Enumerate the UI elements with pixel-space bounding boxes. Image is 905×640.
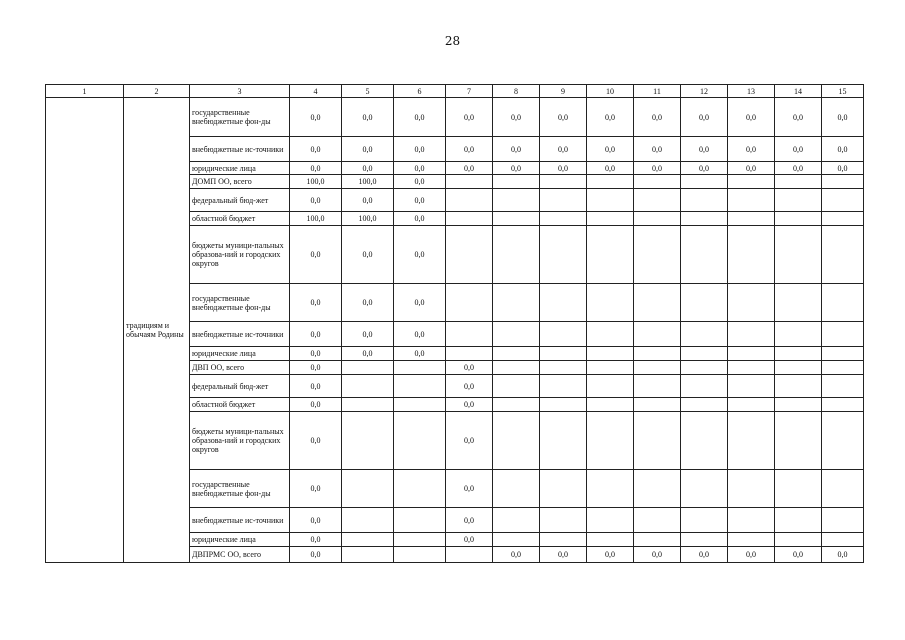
value-cell xyxy=(775,284,822,322)
value-cell: 0,0 xyxy=(446,508,493,533)
value-cell xyxy=(728,347,775,361)
value-cell xyxy=(775,508,822,533)
value-cell xyxy=(681,375,728,398)
value-cell: 0,0 xyxy=(394,347,446,361)
value-cell xyxy=(493,412,540,470)
column-header-14: 14 xyxy=(775,85,822,98)
value-cell xyxy=(681,412,728,470)
value-cell: 0,0 xyxy=(587,162,634,175)
value-cell xyxy=(587,212,634,226)
value-cell xyxy=(681,189,728,212)
value-cell: 0,0 xyxy=(290,375,342,398)
value-cell xyxy=(540,226,587,284)
value-cell: 0,0 xyxy=(728,547,775,563)
value-cell: 0,0 xyxy=(342,98,394,137)
column-header-11: 11 xyxy=(634,85,681,98)
value-cell xyxy=(540,322,587,347)
value-cell xyxy=(540,375,587,398)
value-cell xyxy=(540,361,587,375)
value-cell: 0,0 xyxy=(540,547,587,563)
row-label: областной бюджет xyxy=(190,398,290,412)
value-cell: 0,0 xyxy=(394,137,446,162)
value-cell xyxy=(342,508,394,533)
value-cell xyxy=(775,375,822,398)
value-cell xyxy=(681,175,728,189)
value-cell xyxy=(493,347,540,361)
value-cell xyxy=(587,398,634,412)
column-header-3: 3 xyxy=(190,85,290,98)
value-cell xyxy=(681,361,728,375)
column-header-9: 9 xyxy=(540,85,587,98)
value-cell: 0,0 xyxy=(540,162,587,175)
value-cell: 0,0 xyxy=(681,137,728,162)
value-cell: 0,0 xyxy=(681,547,728,563)
value-cell: 0,0 xyxy=(342,284,394,322)
row-label: областной бюджет xyxy=(190,212,290,226)
value-cell: 0,0 xyxy=(290,284,342,322)
value-cell xyxy=(681,508,728,533)
value-cell xyxy=(634,226,681,284)
value-cell xyxy=(775,470,822,508)
value-cell: 0,0 xyxy=(446,412,493,470)
value-cell xyxy=(587,533,634,547)
value-cell xyxy=(493,189,540,212)
value-cell: 0,0 xyxy=(681,98,728,137)
value-cell xyxy=(822,175,864,189)
row-label: государственные внебюджетные фон-ды xyxy=(190,98,290,137)
page-number: 28 xyxy=(444,34,461,48)
value-cell xyxy=(394,412,446,470)
value-cell xyxy=(728,470,775,508)
value-cell xyxy=(681,347,728,361)
value-cell: 0,0 xyxy=(493,547,540,563)
value-cell xyxy=(446,212,493,226)
row-label: бюджеты муници-пальных образова-ний и городских округов xyxy=(190,412,290,470)
value-cell xyxy=(728,412,775,470)
value-cell xyxy=(587,347,634,361)
value-cell xyxy=(394,361,446,375)
value-cell xyxy=(540,470,587,508)
column-header-12: 12 xyxy=(681,85,728,98)
value-cell xyxy=(540,412,587,470)
budget-table xyxy=(45,84,864,563)
value-cell xyxy=(587,226,634,284)
value-cell xyxy=(728,284,775,322)
value-cell: 0,0 xyxy=(290,162,342,175)
column-header-15: 15 xyxy=(822,85,864,98)
row-label: бюджеты муници-пальных образова-ний и городских округов xyxy=(190,226,290,284)
value-cell xyxy=(634,533,681,547)
value-cell: 0,0 xyxy=(342,226,394,284)
value-cell xyxy=(587,322,634,347)
value-cell xyxy=(493,212,540,226)
value-cell xyxy=(587,508,634,533)
value-cell xyxy=(587,189,634,212)
value-cell xyxy=(822,375,864,398)
value-cell xyxy=(587,361,634,375)
header-row xyxy=(46,85,864,98)
value-cell xyxy=(394,508,446,533)
value-cell xyxy=(493,226,540,284)
row-label: юридические лица xyxy=(190,347,290,361)
value-cell: 0,0 xyxy=(446,98,493,137)
value-cell: 0,0 xyxy=(290,412,342,470)
value-cell xyxy=(775,189,822,212)
column-header-7: 7 xyxy=(446,85,493,98)
value-cell xyxy=(822,226,864,284)
value-cell: 0,0 xyxy=(634,137,681,162)
column-header-2: 2 xyxy=(124,85,190,98)
column-header-1: 1 xyxy=(46,85,124,98)
value-cell: 0,0 xyxy=(446,470,493,508)
value-cell xyxy=(540,212,587,226)
row-label: федеральный бюд-жет xyxy=(190,375,290,398)
value-cell: 0,0 xyxy=(446,162,493,175)
value-cell xyxy=(493,398,540,412)
value-cell xyxy=(634,375,681,398)
value-cell xyxy=(634,175,681,189)
value-cell xyxy=(681,398,728,412)
value-cell: 0,0 xyxy=(775,98,822,137)
value-cell: 0,0 xyxy=(728,162,775,175)
value-cell xyxy=(493,533,540,547)
value-cell: 0,0 xyxy=(342,347,394,361)
value-cell xyxy=(822,189,864,212)
value-cell xyxy=(775,361,822,375)
value-cell xyxy=(822,398,864,412)
value-cell: 0,0 xyxy=(446,375,493,398)
value-cell: 0,0 xyxy=(394,226,446,284)
column-header-10: 10 xyxy=(587,85,634,98)
value-cell: 100,0 xyxy=(290,175,342,189)
value-cell xyxy=(540,508,587,533)
value-cell: 100,0 xyxy=(342,175,394,189)
value-cell: 0,0 xyxy=(290,508,342,533)
value-cell xyxy=(540,175,587,189)
value-cell xyxy=(822,508,864,533)
value-cell xyxy=(394,375,446,398)
value-cell: 0,0 xyxy=(634,162,681,175)
value-cell xyxy=(587,412,634,470)
value-cell: 0,0 xyxy=(290,398,342,412)
row-label: юридические лица xyxy=(190,533,290,547)
value-cell xyxy=(728,212,775,226)
value-cell xyxy=(822,470,864,508)
value-cell xyxy=(681,212,728,226)
value-cell: 0,0 xyxy=(290,361,342,375)
value-cell xyxy=(446,189,493,212)
value-cell xyxy=(493,175,540,189)
row-label: ДВПРМС ОО, всего xyxy=(190,547,290,563)
value-cell xyxy=(728,322,775,347)
value-cell xyxy=(728,398,775,412)
number-cell xyxy=(46,98,124,563)
value-cell xyxy=(446,284,493,322)
value-cell xyxy=(446,226,493,284)
value-cell: 0,0 xyxy=(394,98,446,137)
value-cell: 0,0 xyxy=(342,189,394,212)
value-cell: 0,0 xyxy=(493,98,540,137)
value-cell xyxy=(681,533,728,547)
row-label: внебюджетные ис-точники xyxy=(190,137,290,162)
value-cell: 0,0 xyxy=(728,137,775,162)
value-cell xyxy=(394,547,446,563)
column-header-13: 13 xyxy=(728,85,775,98)
value-cell xyxy=(822,533,864,547)
value-cell xyxy=(728,375,775,398)
value-cell: 0,0 xyxy=(822,98,864,137)
value-cell xyxy=(540,398,587,412)
value-cell: 0,0 xyxy=(394,284,446,322)
value-cell xyxy=(446,547,493,563)
value-cell xyxy=(587,175,634,189)
value-cell: 0,0 xyxy=(634,98,681,137)
value-cell xyxy=(775,533,822,547)
value-cell xyxy=(822,212,864,226)
table-row xyxy=(46,98,864,137)
value-cell xyxy=(634,212,681,226)
value-cell: 0,0 xyxy=(394,212,446,226)
value-cell xyxy=(493,361,540,375)
value-cell xyxy=(493,470,540,508)
value-cell xyxy=(394,470,446,508)
value-cell: 100,0 xyxy=(290,212,342,226)
value-cell xyxy=(587,470,634,508)
value-cell: 0,0 xyxy=(681,162,728,175)
row-label: ДОМП ОО, всего xyxy=(190,175,290,189)
value-cell xyxy=(728,189,775,212)
value-cell xyxy=(394,398,446,412)
value-cell xyxy=(728,533,775,547)
value-cell: 0,0 xyxy=(342,322,394,347)
section-label: традициям и обычаям Родины xyxy=(124,98,190,563)
value-cell xyxy=(728,508,775,533)
value-cell xyxy=(634,361,681,375)
value-cell xyxy=(540,189,587,212)
value-cell xyxy=(822,412,864,470)
value-cell xyxy=(587,375,634,398)
value-cell xyxy=(634,508,681,533)
value-cell: 0,0 xyxy=(446,533,493,547)
row-label: юридические лица xyxy=(190,162,290,175)
value-cell: 0,0 xyxy=(822,137,864,162)
value-cell: 0,0 xyxy=(822,547,864,563)
value-cell xyxy=(446,175,493,189)
value-cell: 0,0 xyxy=(290,347,342,361)
value-cell xyxy=(540,284,587,322)
value-cell xyxy=(493,284,540,322)
value-cell: 0,0 xyxy=(634,547,681,563)
value-cell: 0,0 xyxy=(728,98,775,137)
row-label: ДВП ОО, всего xyxy=(190,361,290,375)
value-cell: 0,0 xyxy=(290,189,342,212)
value-cell xyxy=(681,284,728,322)
value-cell: 0,0 xyxy=(446,398,493,412)
value-cell xyxy=(775,226,822,284)
value-cell xyxy=(634,347,681,361)
value-cell xyxy=(634,284,681,322)
value-cell xyxy=(728,226,775,284)
value-cell: 0,0 xyxy=(290,470,342,508)
value-cell xyxy=(728,175,775,189)
value-cell: 0,0 xyxy=(394,162,446,175)
value-cell: 0,0 xyxy=(822,162,864,175)
value-cell: 0,0 xyxy=(394,175,446,189)
value-cell: 0,0 xyxy=(775,137,822,162)
value-cell xyxy=(342,547,394,563)
value-cell xyxy=(634,398,681,412)
row-label: внебюджетные ис-точники xyxy=(190,322,290,347)
value-cell xyxy=(775,212,822,226)
value-cell xyxy=(775,398,822,412)
column-header-5: 5 xyxy=(342,85,394,98)
value-cell: 0,0 xyxy=(342,162,394,175)
value-cell: 0,0 xyxy=(540,98,587,137)
row-label: федеральный бюд-жет xyxy=(190,189,290,212)
value-cell xyxy=(634,412,681,470)
value-cell xyxy=(681,322,728,347)
value-cell: 100,0 xyxy=(342,212,394,226)
value-cell xyxy=(493,322,540,347)
value-cell xyxy=(493,375,540,398)
value-cell xyxy=(446,322,493,347)
value-cell: 0,0 xyxy=(394,322,446,347)
value-cell xyxy=(822,322,864,347)
value-cell xyxy=(342,375,394,398)
value-cell: 0,0 xyxy=(290,547,342,563)
value-cell xyxy=(634,470,681,508)
value-cell xyxy=(822,361,864,375)
value-cell xyxy=(446,347,493,361)
value-cell xyxy=(342,412,394,470)
value-cell: 0,0 xyxy=(493,137,540,162)
value-cell xyxy=(775,412,822,470)
value-cell: 0,0 xyxy=(540,137,587,162)
value-cell xyxy=(587,284,634,322)
value-cell xyxy=(728,361,775,375)
row-label: внебюджетные ис-точники xyxy=(190,508,290,533)
value-cell: 0,0 xyxy=(394,189,446,212)
value-cell: 0,0 xyxy=(587,137,634,162)
value-cell: 0,0 xyxy=(493,162,540,175)
value-cell xyxy=(342,533,394,547)
value-cell xyxy=(634,322,681,347)
value-cell: 0,0 xyxy=(290,226,342,284)
value-cell xyxy=(342,398,394,412)
value-cell: 0,0 xyxy=(290,98,342,137)
column-header-8: 8 xyxy=(493,85,540,98)
value-cell xyxy=(493,508,540,533)
value-cell xyxy=(634,189,681,212)
value-cell xyxy=(822,284,864,322)
column-header-4: 4 xyxy=(290,85,342,98)
value-cell: 0,0 xyxy=(775,162,822,175)
value-cell xyxy=(681,470,728,508)
value-cell xyxy=(342,361,394,375)
row-label: государственные внебюджетные фон-ды xyxy=(190,470,290,508)
row-label: государственные внебюджетные фон-ды xyxy=(190,284,290,322)
value-cell xyxy=(822,347,864,361)
value-cell: 0,0 xyxy=(446,361,493,375)
value-cell xyxy=(775,175,822,189)
value-cell: 0,0 xyxy=(290,322,342,347)
value-cell xyxy=(394,533,446,547)
value-cell xyxy=(681,226,728,284)
value-cell xyxy=(775,322,822,347)
value-cell: 0,0 xyxy=(446,137,493,162)
value-cell: 0,0 xyxy=(775,547,822,563)
value-cell: 0,0 xyxy=(587,98,634,137)
table-body xyxy=(46,98,864,563)
value-cell xyxy=(342,470,394,508)
value-cell: 0,0 xyxy=(290,137,342,162)
value-cell xyxy=(540,533,587,547)
value-cell: 0,0 xyxy=(587,547,634,563)
value-cell xyxy=(775,347,822,361)
value-cell: 0,0 xyxy=(342,137,394,162)
value-cell: 0,0 xyxy=(290,533,342,547)
value-cell xyxy=(540,347,587,361)
column-header-6: 6 xyxy=(394,85,446,98)
